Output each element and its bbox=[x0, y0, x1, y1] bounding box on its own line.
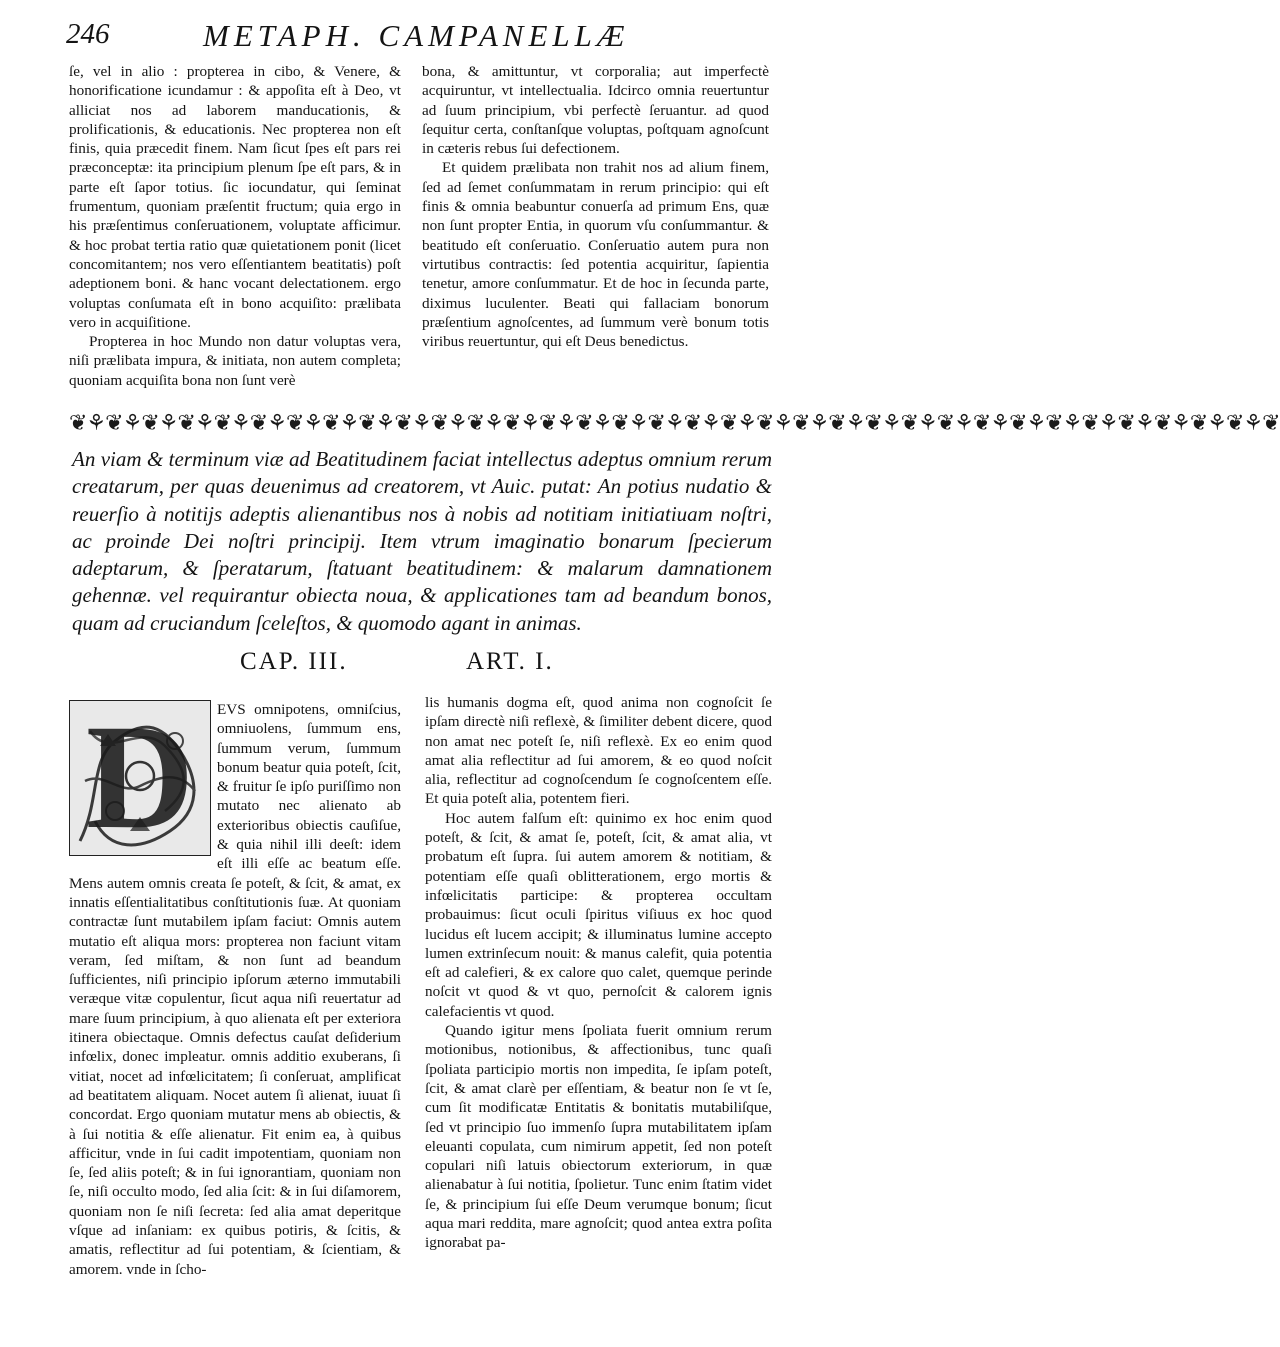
drop-cap-letter: D bbox=[85, 694, 195, 860]
paragraph: ſe, vel in alio : propterea in cibo, & Venere, & honorificatione icundamur : & appoſita eſt à Deo, vt alliciat nos ad laborem manducationis, & prolificationis, & educationis. Nec propterea non eſt finis, quia præcedit finem. Nam ſicut ſpes eſt pars rei præconceptæ: ita principium plenum ſpe eſt pars, & in parte eſt ſapor totius. ſic iocundatur, qui ſeminat frumentum, quoniam præſentit fructum; quia ergo in his præſentimus conſeruationem, voluptate afficimur. & hoc probat tertia ratio quæ quietationem ponit (licet concomitantem; nos vero eſſentiantem beatitatis) poſt adeptionem boni. & hanc vocant delectationem. ergo voluptas conſumata eſt in bono acquiſito: prælibata vero in acquiſitione. bbox=[69, 63, 401, 331]
article-heading: ART. I. bbox=[466, 648, 554, 675]
paragraph: bona, & amittuntur, vt corporalia; aut imperfectè acquiruntur, vt intellectualia. Idcirco omnia reuertuntur ad ſuum principium, vbi perfectè ſeruantur. ad quod ſequitur certa, conſtanſque voluptas, poſtquam agnoſcunt in cæteris rebus ſui defectionem. bbox=[422, 63, 769, 158]
ornament-band bbox=[69, 410, 1280, 436]
fleuron-icon: ❦⚘❦⚘❦⚘❦⚘❦⚘❦⚘❦⚘❦⚘❦⚘❦⚘❦⚘❦⚘❦⚘❦⚘❦⚘❦⚘❦⚘❦⚘❦⚘❦⚘❦⚘❦⚘❦⚘❦⚘❦⚘❦⚘❦⚘❦⚘❦⚘❦⚘❦⚘❦⚘❦⚘❦ bbox=[69, 410, 1280, 435]
paragraph: Propterea in hoc Mundo non datur voluptas vera, niſi prælibata impura, & initiata, non autem completa; quoniam acquiſita bona non ſunt verè bbox=[69, 333, 401, 389]
bottom-right-column bbox=[425, 693, 772, 1253]
paragraph: EVS omnipotens, omniſcius, omniuolens, ſummum ens, ſummum verum, ſummum bonum beatur quia poteſt, ſcit, & fruitur ſe ipſo puriſſimo non mutato nec alienato ab exterioribus obiectis cauſiſue, & quia nihil illi deeſt: idem eſt illi eſſe ac beatum eſſe. Mens autem omnis creata ſe poteſt, & ſcit, & amat, ex innatis eſſentialitatibus conſtitutionis ſuæ. At quoniam contractæ ſunt mutabilem ipſam faciut: Omnis autem mutatio eſt aliqua mors: propterea non faciunt vitam veram, ſed miſtam, & non ſunt ad beandum ſufficientes, niſi principio ipſorum æterno immutabili veræque vitæ copulentur, ſicut aqua niſi reuertatur ad mare ſuum principium, à quo alienata eſt per exteriora itinera obiectaque. Omnis defectus cauſat deſiderium infœlix, donec impleatur. omnis additio exuberans, ſi vitiat, nocet ad infœlicitatem; ſi conſeruat, amplificat ad beatitatem aliquam. Nocet autem ſi alienat, iuuat ſi concordat. Ergo quoniam mutatur mens ab obiectis, & à ſui notitia & eſſe alienatur. Fit enim ea, à quibus afficitur, vnde in ſui cadit impotentiam, quoniam non ſe, ſed aliis poteſt; & in ſui ignorantiam, quoniam non ſe, niſi occulto modo, ſed alia ſcit: & in ſui diſamorem, quoniam non ſe niſi ſecreta: ſed alia amat deperitque vſque ad inſaniam: ex quibus potiris, & ſcitis, & amatis, reflectitur ad ſui potentiam, & ſcientiam, & amorem. vnde in ſcho- bbox=[69, 701, 401, 1278]
chapter-heading: CAP. III. bbox=[240, 648, 348, 675]
top-left-column bbox=[69, 62, 401, 390]
running-head bbox=[66, 18, 806, 58]
chapter-summary bbox=[72, 446, 772, 637]
paragraph: lis humanis dogma eſt, quod anima non cognoſcit ſe ipſam directè niſi reflexè, & ſimiliter debent dicere, quod non amat nec poteſt ſe, niſi reflexè. Ex eo enim quod amat alia reflectitur ad ſui amorem, & eo quod noſcit alia, reflectitur ad cognoſcendum ſe cognoſcentem eſſe. Et quia poteſt alia, potentem fieri. bbox=[425, 694, 772, 808]
paragraph: Et quidem prælibata non trahit nos ad alium finem, ſed ad ſemet conſummatam in rerum principio: qui eſt finis & omnia beabuntur conuerſa ad primum Ens, quæ non ſunt propter Entia, in quorum vſu conſummantur. & beatitudo eſt conſeruatio. Conſeruatio autem pura non virtutibus contractis: ſed potentia acquiritur, ſapientia tenetur, amore conſummatur. Et de hoc in ſecunda parte, diximus luculenter. Beati qui fallaciam bonorum præſentium agnoſcentes, ad ſummum verè bonum totis viribus reuertuntur, qui eſt Deus benedictus. bbox=[422, 159, 769, 351]
paragraph: Hoc autem falſum eſt: quinimo ex hoc enim quod poteſt, & ſcit, & amat ſe, poteſt, ſcit, & amat alia, vt probatum eſt ſupra. ſui autem amorem & notitiam, & potentiam eſſe quaſi oblitterationem, ergo mortis & infœlicitatis participe: & propterea occultam probauimus: ſicut oculi ſpiritus viſiuus ex hoc quod lucidus eſt lucem accipit; & illuminatus lumine accepto lumen extrinſecum nouit: & manus calefit, quia potentia eſt ad calefieri, & ex calore quo calet, quemque perinde noſcit vt quod & vt quo, pernoſcit & calorem ignis calefacientis vt quod. bbox=[425, 809, 772, 1020]
paragraph: Quando igitur mens ſpoliata fuerit omnium rerum motionibus, notionibus, & affectionibus, tunc quaſi ſpoliata participio mortis non impedita, ſe ipſam poteſt, ſcit, & amat clarè per eſſentiam, & beatur non ſe vt ſe, cum ſit modificatæ Entitatis & bonitatis mutabiliſque, ſed vt principio ſuo immenſo ſupra mutabilitatem ipſam eleuanti copulata, cum nimirum appetit, ſed non poteſt copulari niſi latuis obiectorum exteriorum, in quæ alienabatur à ſui notitia, ſpolietur. Tunc enim ſtatim videt ſe, & principium ſui eſſe Deum verumque bonum; ſicut aqua mari reddita, mare agnoſcit; quod antea extra poſita ignorabat pa- bbox=[425, 1022, 772, 1252]
ornamental-initial-icon bbox=[69, 694, 211, 860]
summary-text: An viam & terminum viæ ad Beatitudinem faciat intellectus adeptus omnium rerum creatarum, per quas deuenimus ad creatorem, vt Auic. putat: An potius nudatio & reuerſio à notitijs adeptis alienantibus nos à nobis ad notitiam initiatiuam noſtri, ac proinde Dei noſtri principij. Item vtrum imaginatio bonarum ſpecierum adeptarum, & ſperatarum, ſtatuant beatitudinem: & malarum damnationem gehennæ. vel requirantur obiecta noua, & applicationes tam ad beandum bonos, quam ad cruciandum ſceleſtos, & quomodo agant in animas. bbox=[72, 447, 772, 635]
running-title: METAPH. CAMPANELLÆ bbox=[203, 18, 630, 53]
top-right-column bbox=[422, 62, 769, 351]
bottom-left-column bbox=[69, 694, 401, 1279]
page-number: 246 bbox=[66, 18, 110, 50]
